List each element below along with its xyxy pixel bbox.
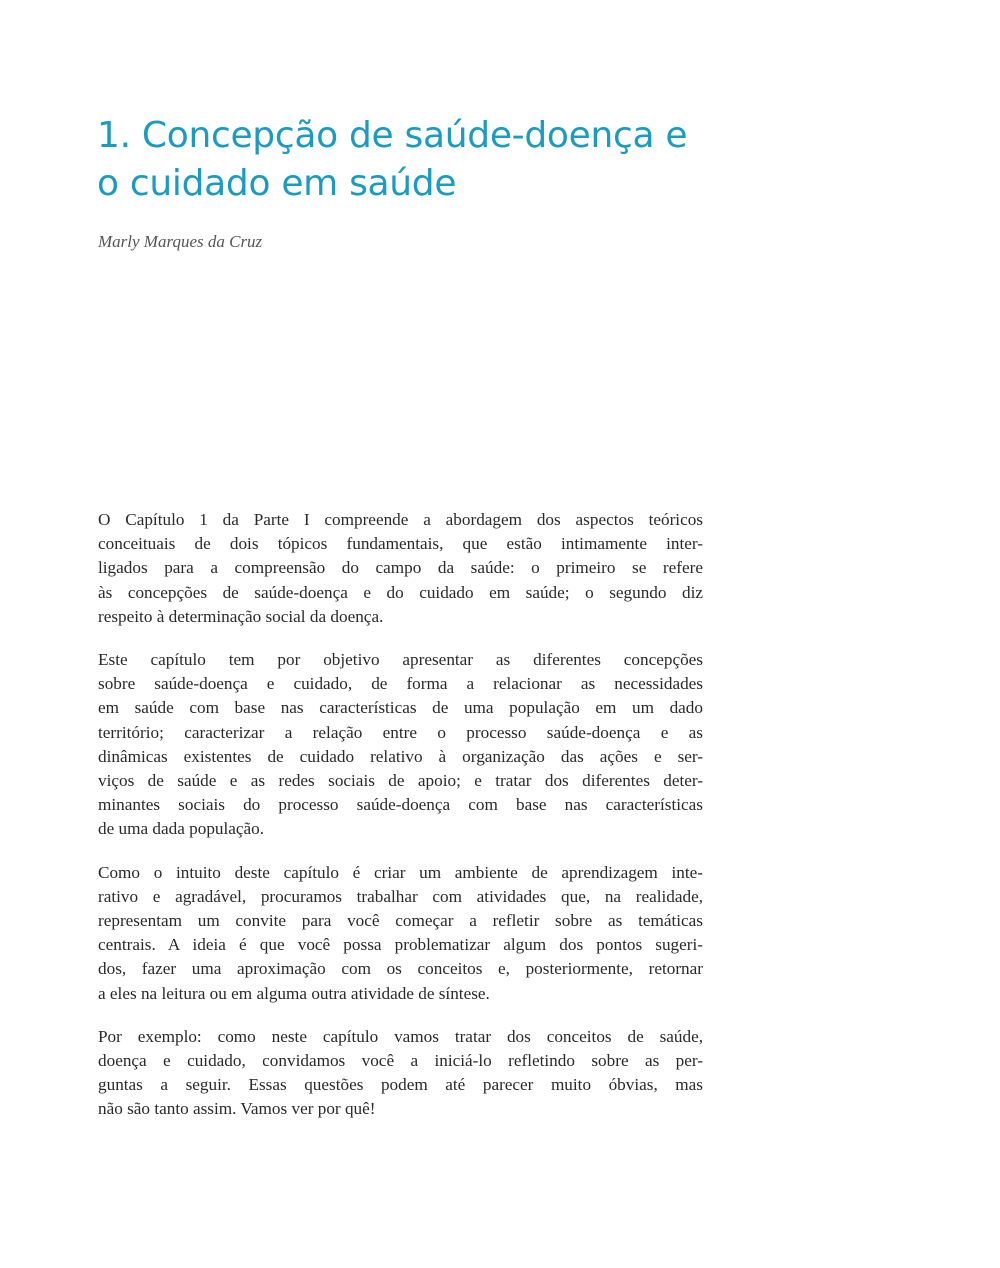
text-line: Este capítulo tem por objetivo apresentar as diferentes concepções <box>98 650 703 670</box>
text-line: doença e cuidado, convidamos você a iniciá-lo refletindo sobre as per- <box>98 1051 703 1071</box>
text-line: dinâmicas existentes de cuidado relativo à organização das ações e ser- <box>98 746 703 766</box>
chapter-intro-body <box>98 508 703 1141</box>
text-line: guntas a seguir. Essas questões podem até parecer muito óbvias, mas <box>98 1075 703 1095</box>
text-line: sobre saúde-doença e cuidado, de forma a relacionar as necessidades <box>98 674 703 694</box>
paragraph-4 <box>98 1025 703 1122</box>
paragraph-1 <box>98 508 703 629</box>
text-line: conceituais de dois tópicos fundamentais, que estão intimamente inter- <box>98 534 703 554</box>
paragraph-3 <box>98 861 703 1006</box>
chapter-title-line: 1. Concepção de saúde-doença e <box>97 115 688 156</box>
paragraph-2 <box>98 648 703 842</box>
text-line: de uma dada população. <box>98 819 265 839</box>
chapter-title <box>97 112 737 208</box>
chapter-title-line: o cuidado em saúde <box>97 163 457 204</box>
text-line: em saúde com base nas características de uma população em um dado <box>98 698 703 718</box>
text-line: a eles na leitura ou em alguma outra atividade de síntese. <box>98 983 490 1003</box>
text-line: ligados para a compreensão do campo da saúde: o primeiro se refere <box>98 558 703 578</box>
text-line: Como o intuito deste capítulo é criar um ambiente de aprendizagem inte- <box>98 862 703 882</box>
text-line: território; caracterizar a relação entre o processo saúde-doença e as <box>98 722 703 742</box>
chapter-author: Marly Marques da Cruz <box>98 232 263 251</box>
text-line: minantes sociais do processo saúde-doença com base nas características <box>98 795 703 815</box>
text-line: Por exemplo: como neste capítulo vamos tratar dos conceitos de saúde, <box>98 1026 703 1046</box>
text-line: respeito à determinação social da doença. <box>98 606 384 626</box>
text-line: rativo e agradável, procuramos trabalhar com atividades que, na realidade, <box>98 886 703 906</box>
text-line: não são tanto assim. Vamos ver por quê! <box>98 1099 376 1119</box>
text-line: dos, fazer uma aproximação com os conceitos e, posteriormente, retornar <box>98 959 703 979</box>
text-line: viços de saúde e as redes sociais de apoio; e tratar dos diferentes deter- <box>98 771 703 791</box>
text-line: centrais. A ideia é que você possa problematizar algum dos pontos sugeri- <box>98 935 703 955</box>
text-line: O Capítulo 1 da Parte I compreende a abordagem dos aspectos teóricos <box>98 510 703 529</box>
text-line: representam um convite para você começar a refletir sobre as temáticas <box>98 911 703 931</box>
text-line: às concepções de saúde-doença e do cuidado em saúde; o segundo diz <box>98 582 703 602</box>
